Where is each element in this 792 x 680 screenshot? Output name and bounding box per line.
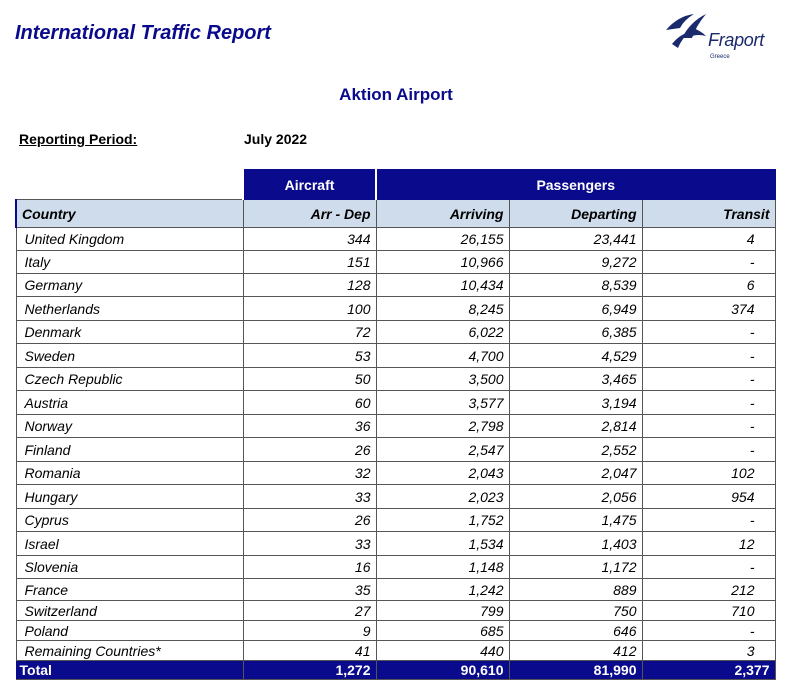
arr-dep-cell: 344: [243, 228, 376, 251]
transit-cell: -: [642, 509, 775, 532]
departing-cell: 3,465: [509, 368, 642, 391]
airport-name: Aktion Airport: [339, 85, 453, 104]
arr-dep-cell: 151: [243, 251, 376, 274]
arriving-cell: 2,023: [376, 485, 509, 509]
transit-cell: 212: [642, 579, 775, 601]
total-arr-dep-cell: 1,272: [243, 661, 376, 680]
arr-dep-cell: 41: [243, 641, 376, 661]
transit-cell: -: [642, 438, 775, 462]
departing-cell: 2,814: [509, 415, 642, 438]
report-title: International Traffic Report: [15, 22, 271, 44]
transit-cell: 954: [642, 485, 775, 509]
table-row: [16, 251, 775, 274]
passengers-group-header: Passengers: [376, 170, 775, 200]
arr-dep-cell: 9: [243, 621, 376, 641]
table-row: [16, 321, 775, 344]
country-cell: France: [16, 579, 243, 601]
table-row: [16, 438, 775, 462]
table-row: [16, 509, 775, 532]
departing-cell: 2,056: [509, 485, 642, 509]
column-header-arr-dep: Arr - Dep: [243, 200, 376, 228]
arr-dep-cell: 26: [243, 438, 376, 462]
reporting-period-label: Reporting Period:: [19, 131, 138, 147]
arriving-cell: 1,148: [376, 556, 509, 579]
departing-cell: 8,539: [509, 274, 642, 297]
arr-dep-cell: 128: [243, 274, 376, 297]
country-cell: Italy: [16, 251, 243, 274]
departing-cell: 2,047: [509, 462, 642, 485]
arr-dep-cell: 26: [243, 509, 376, 532]
table-row: [16, 485, 775, 509]
arriving-cell: 10,966: [376, 251, 509, 274]
arr-dep-cell: 53: [243, 344, 376, 368]
table-row: [16, 462, 775, 485]
transit-cell: 374: [642, 297, 775, 321]
transit-cell: -: [642, 391, 775, 415]
arr-dep-cell: 27: [243, 601, 376, 621]
total-arriving-cell: 90,610: [376, 661, 509, 680]
logo-wordmark: Fraport: [708, 30, 764, 50]
transit-cell: 6: [642, 274, 775, 297]
table-row: [16, 228, 775, 251]
total-row: [16, 661, 775, 680]
table-row: [16, 579, 775, 601]
column-header-transit: Transit: [642, 200, 775, 228]
transit-cell: 3: [642, 641, 775, 661]
arr-dep-cell: 33: [243, 532, 376, 556]
country-cell: Cyprus: [16, 509, 243, 532]
arriving-cell: 10,434: [376, 274, 509, 297]
arr-dep-cell: 100: [243, 297, 376, 321]
departing-cell: 889: [509, 579, 642, 601]
arr-dep-cell: 32: [243, 462, 376, 485]
transit-cell: -: [642, 344, 775, 368]
country-cell: Poland: [16, 621, 243, 641]
column-header-arriving: Arriving: [376, 200, 509, 228]
country-cell: Germany: [16, 274, 243, 297]
departing-cell: 646: [509, 621, 642, 641]
country-cell: Remaining Countries*: [16, 641, 243, 661]
table-row: [16, 274, 775, 297]
country-cell: Netherlands: [16, 297, 243, 321]
column-header-departing: Departing: [509, 200, 642, 228]
country-cell: United Kingdom: [16, 228, 243, 251]
total-departing-cell: 81,990: [509, 661, 642, 680]
transit-cell: -: [642, 621, 775, 641]
transit-cell: 4: [642, 228, 775, 251]
departing-cell: 6,385: [509, 321, 642, 344]
arriving-cell: 440: [376, 641, 509, 661]
country-cell: Switzerland: [16, 601, 243, 621]
arriving-cell: 4,700: [376, 344, 509, 368]
total-label: Total: [16, 661, 243, 680]
departing-cell: 750: [509, 601, 642, 621]
arr-dep-cell: 72: [243, 321, 376, 344]
arriving-cell: 6,022: [376, 321, 509, 344]
table-row: [16, 641, 775, 661]
arriving-cell: 1,752: [376, 509, 509, 532]
departing-cell: 4,529: [509, 344, 642, 368]
transit-cell: 710: [642, 601, 775, 621]
arriving-cell: 1,242: [376, 579, 509, 601]
arr-dep-cell: 36: [243, 415, 376, 438]
departing-cell: 1,172: [509, 556, 642, 579]
departing-cell: 23,441: [509, 228, 642, 251]
country-cell: Norway: [16, 415, 243, 438]
table-row: [16, 415, 775, 438]
country-cell: Romania: [16, 462, 243, 485]
arriving-cell: 685: [376, 621, 509, 641]
arr-dep-cell: 35: [243, 579, 376, 601]
total-transit-cell: 2,377: [642, 661, 775, 680]
table-row: [16, 621, 775, 641]
country-cell: Finland: [16, 438, 243, 462]
arriving-cell: 799: [376, 601, 509, 621]
arr-dep-cell: 33: [243, 485, 376, 509]
column-header-country: Country: [16, 200, 243, 228]
reporting-period-value: July 2022: [244, 131, 308, 147]
arriving-cell: 8,245: [376, 297, 509, 321]
country-cell: Sweden: [16, 344, 243, 368]
country-cell: Slovenia: [16, 556, 243, 579]
arr-dep-cell: 60: [243, 391, 376, 415]
fraport-logo: [662, 8, 774, 64]
country-cell: Denmark: [16, 321, 243, 344]
departing-cell: 6,949: [509, 297, 642, 321]
transit-cell: -: [642, 415, 775, 438]
departing-cell: 9,272: [509, 251, 642, 274]
country-cell: Israel: [16, 532, 243, 556]
table-row: [16, 344, 775, 368]
transit-cell: 12: [642, 532, 775, 556]
column-header-row: [16, 200, 775, 228]
arriving-cell: 2,798: [376, 415, 509, 438]
transit-cell: -: [642, 368, 775, 391]
traffic-table: [15, 169, 776, 680]
transit-cell: -: [642, 251, 775, 274]
arr-dep-cell: 50: [243, 368, 376, 391]
arriving-cell: 3,500: [376, 368, 509, 391]
aircraft-group-header: Aircraft: [243, 170, 376, 200]
arriving-cell: 2,547: [376, 438, 509, 462]
table-row: [16, 556, 775, 579]
arriving-cell: 2,043: [376, 462, 509, 485]
country-cell: Austria: [16, 391, 243, 415]
departing-cell: 412: [509, 641, 642, 661]
country-cell: Hungary: [16, 485, 243, 509]
country-cell: Czech Republic: [16, 368, 243, 391]
transit-cell: -: [642, 321, 775, 344]
transit-cell: 102: [642, 462, 775, 485]
arr-dep-cell: 16: [243, 556, 376, 579]
logo-subtitle: Greece: [710, 54, 730, 60]
table-row: [16, 532, 775, 556]
departing-cell: 3,194: [509, 391, 642, 415]
table-row: [16, 297, 775, 321]
transit-cell: -: [642, 556, 775, 579]
arriving-cell: 26,155: [376, 228, 509, 251]
departing-cell: 1,403: [509, 532, 642, 556]
table-row: [16, 391, 775, 415]
arriving-cell: 3,577: [376, 391, 509, 415]
fraport-star-icon: [662, 8, 710, 56]
departing-cell: 1,475: [509, 509, 642, 532]
arriving-cell: 1,534: [376, 532, 509, 556]
table-row: [16, 601, 775, 621]
group-header-row: [16, 170, 775, 200]
table-row: [16, 368, 775, 391]
departing-cell: 2,552: [509, 438, 642, 462]
